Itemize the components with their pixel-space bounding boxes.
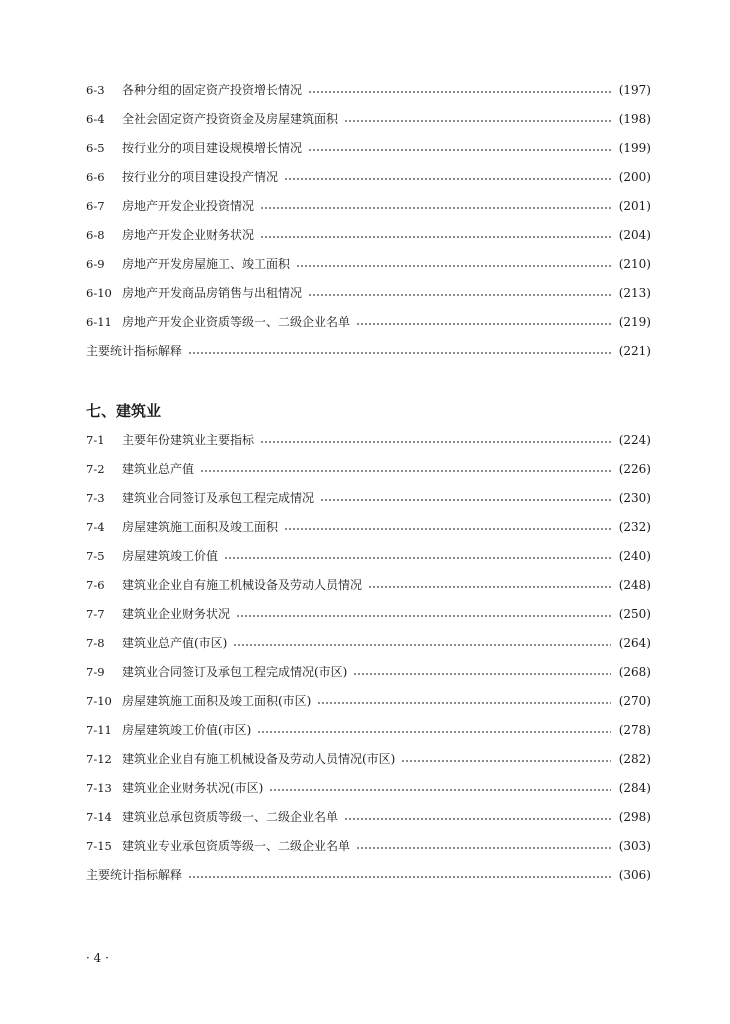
dot-leader: [356, 847, 611, 849]
toc-entry-page: (199): [618, 141, 651, 155]
toc-entry-title: 按行业分的项目建设投产情况: [122, 170, 279, 184]
toc-entry-number: 7-10: [86, 694, 112, 708]
toc-entry[interactable]: [86, 459, 651, 479]
dot-leader: [353, 673, 610, 675]
toc-entry-number: 7-6: [86, 578, 105, 592]
toc-entry-title: 建筑业合同签订及承包工程完成情况: [122, 491, 315, 505]
toc-entry-page: (264): [618, 636, 651, 650]
toc-entry[interactable]: [86, 254, 651, 274]
toc-entry-title: 房地产开发商品房销售与出租情况: [122, 286, 303, 300]
dot-leader: [269, 789, 610, 791]
toc-entry-number: 7-2: [86, 462, 105, 476]
toc-entry-page: (240): [618, 549, 651, 563]
toc-entry[interactable]: [86, 196, 651, 216]
toc-entry-number: 7-12: [86, 752, 112, 766]
toc-entry-page: (278): [618, 723, 651, 737]
toc-entry-number: 7-8: [86, 636, 105, 650]
toc-entry-number: 7-3: [86, 491, 105, 505]
toc-entry-number: 7-15: [86, 839, 112, 853]
toc-entry[interactable]: [86, 109, 651, 129]
toc-entry[interactable]: [86, 836, 651, 856]
toc-entry-number: 6-8: [86, 228, 105, 242]
toc-entry-number: 7-1: [86, 433, 105, 447]
toc-entry-title: 房屋建筑竣工价值(市区): [122, 723, 252, 737]
toc-entry-page: (197): [618, 83, 651, 97]
toc-entry-page: (232): [618, 520, 651, 534]
dot-leader: [317, 702, 610, 704]
toc-entry-number: 6-10: [86, 286, 112, 300]
toc-entry[interactable]: [86, 225, 651, 245]
toc-entry-number: 7-7: [86, 607, 105, 621]
toc-entry-page: (250): [618, 607, 651, 621]
toc-entry-title: 建筑业总产值(市区): [122, 636, 228, 650]
toc-entry-page: (221): [618, 344, 651, 358]
dot-leader: [257, 731, 610, 733]
toc-entry-title: 按行业分的项目建设规模增长情况: [122, 141, 303, 155]
toc-entry-title: 房屋建筑竣工价值: [122, 549, 219, 563]
toc-entry[interactable]: [86, 575, 651, 595]
toc-entry-number: 6-7: [86, 199, 105, 213]
toc-entry-title: 主要统计指标解释: [86, 868, 183, 882]
toc-entry[interactable]: [86, 138, 651, 158]
toc-entry[interactable]: [86, 167, 651, 187]
dot-leader: [236, 615, 611, 617]
toc-entry-title: 主要年份建筑业主要指标: [122, 433, 255, 447]
toc-entry[interactable]: [86, 546, 651, 566]
toc-entry-title: 建筑业企业财务状况(市区): [122, 781, 264, 795]
toc-entry-title: 建筑业总承包资质等级一、二级企业名单: [122, 810, 339, 824]
toc-entry-title: 建筑业企业自有施工机械设备及劳动人员情况: [122, 578, 363, 592]
toc-entry-number: 7-13: [86, 781, 112, 795]
dot-leader: [224, 557, 611, 559]
toc-entry-page: (248): [618, 578, 651, 592]
dot-leader: [308, 91, 611, 93]
toc-entry-page: (270): [618, 694, 651, 708]
toc-entry-title: 房地产开发房屋施工、竣工面积: [122, 257, 291, 271]
toc-entry-page: (224): [618, 433, 651, 447]
toc-entry-number: 7-4: [86, 520, 105, 534]
dot-leader: [368, 586, 611, 588]
toc-entry[interactable]: [86, 807, 651, 827]
dot-leader: [356, 323, 611, 325]
toc-entry-number: 6-3: [86, 83, 105, 97]
toc-entry[interactable]: [86, 341, 651, 361]
toc-entry-number: 7-14: [86, 810, 112, 824]
toc-entry-number: 6-6: [86, 170, 105, 184]
dot-leader: [320, 499, 611, 501]
toc-entry-title: 建筑业企业自有施工机械设备及劳动人员情况(市区): [122, 752, 396, 766]
toc-entry[interactable]: [86, 633, 651, 653]
section-heading-construction: 七、建筑业: [86, 402, 162, 420]
dot-leader: [344, 818, 611, 820]
toc-entry-number: 7-9: [86, 665, 105, 679]
toc-entry-page: (219): [618, 315, 651, 329]
toc-entry-title: 建筑业企业财务状况: [122, 607, 231, 621]
toc-entry-number: 7-11: [86, 723, 112, 737]
dot-leader: [233, 644, 610, 646]
dot-leader: [200, 470, 611, 472]
page-number: · 4 ·: [86, 951, 109, 965]
toc-entry[interactable]: [86, 662, 651, 682]
dot-leader: [188, 352, 611, 354]
dot-leader: [284, 528, 611, 530]
toc-entry-number: 6-11: [86, 315, 112, 329]
dot-leader: [401, 760, 610, 762]
toc-entry[interactable]: [86, 749, 651, 769]
toc-entry-title: 主要统计指标解释: [86, 344, 183, 358]
toc-entry-number: 6-9: [86, 257, 105, 271]
toc-entry-page: (201): [618, 199, 651, 213]
toc-entry-title: 建筑业总产值: [122, 462, 195, 476]
toc-entry[interactable]: [86, 691, 651, 711]
toc-entry-title: 房地产开发企业资质等级一、二级企业名单: [122, 315, 351, 329]
toc-entry[interactable]: [86, 778, 651, 798]
dot-leader: [260, 236, 611, 238]
dot-leader: [296, 265, 611, 267]
dot-leader: [260, 441, 611, 443]
toc-entry[interactable]: [86, 865, 651, 885]
dot-leader: [188, 876, 611, 878]
dot-leader: [284, 178, 611, 180]
toc-entry[interactable]: [86, 312, 651, 332]
toc-entry-title: 房屋建筑施工面积及竣工面积: [122, 520, 279, 534]
toc-entry-title: 房屋建筑施工面积及竣工面积(市区): [122, 694, 312, 708]
toc-entry-title: 建筑业合同签订及承包工程完成情况(市区): [122, 665, 348, 679]
dot-leader: [260, 207, 611, 209]
toc-entry-title: 各种分组的固定资产投资增长情况: [122, 83, 303, 97]
toc-entry-page: (204): [618, 228, 651, 242]
toc-entry-title: 房地产开发企业财务状况: [122, 228, 255, 242]
toc-entry-page: (226): [618, 462, 651, 476]
toc-entry-page: (200): [618, 170, 651, 184]
toc-entry[interactable]: [86, 488, 651, 508]
toc-entry[interactable]: [86, 283, 651, 303]
toc-entry-title: 全社会固定资产投资资金及房屋建筑面积: [122, 112, 339, 126]
toc-entry-title: 房地产开发企业投资情况: [122, 199, 255, 213]
toc-entry-page: (284): [618, 781, 651, 795]
toc-entry-page: (268): [618, 665, 651, 679]
dot-leader: [308, 294, 611, 296]
toc-entry-page: (303): [618, 839, 651, 853]
toc-entry-number: 6-4: [86, 112, 105, 126]
toc-entry[interactable]: [86, 720, 651, 740]
toc-entry-page: (213): [618, 286, 651, 300]
toc-entry-number: 6-5: [86, 141, 105, 155]
toc-entry-page: (230): [618, 491, 651, 505]
toc-entry[interactable]: [86, 604, 651, 624]
toc-entry-page: (210): [618, 257, 651, 271]
toc-entry-page: (298): [618, 810, 651, 824]
toc-entry[interactable]: [86, 430, 651, 450]
toc-entry-title: 建筑业专业承包资质等级一、二级企业名单: [122, 839, 351, 853]
toc-entry-page: (198): [618, 112, 651, 126]
dot-leader: [308, 149, 611, 151]
toc-entry-page: (306): [618, 868, 651, 882]
dot-leader: [344, 120, 611, 122]
toc-entry[interactable]: [86, 80, 651, 100]
toc-entry-page: (282): [618, 752, 651, 766]
toc-entry[interactable]: [86, 517, 651, 537]
toc-entry-number: 7-5: [86, 549, 105, 563]
